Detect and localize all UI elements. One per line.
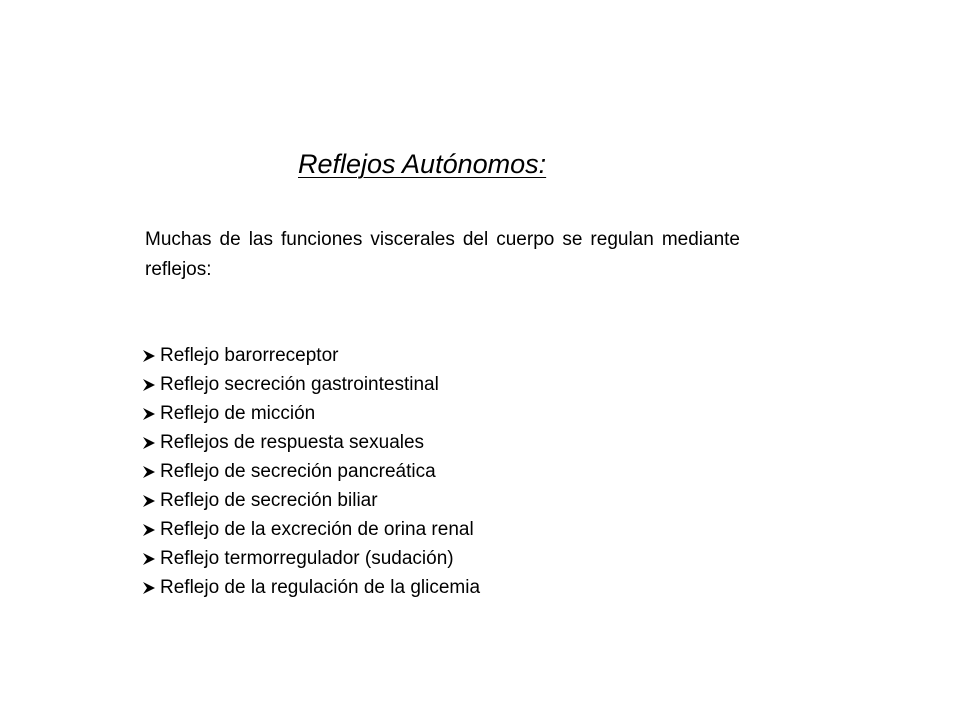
list-item-label: Reflejo barorreceptor [160, 345, 339, 366]
arrowhead-bullet-icon [140, 486, 160, 515]
list-item-label: Reflejo de la regulación de la glicemia [160, 577, 481, 598]
list-item-label: Reflejos de respuesta sexuales [160, 432, 425, 453]
arrowhead-bullet-icon [140, 544, 160, 573]
list-item-label: Reflejo de secreción pancreática [160, 461, 436, 482]
list-item-label: Reflejo de secreción biliar [160, 490, 378, 511]
list-item [140, 457, 480, 486]
list-item [140, 544, 480, 573]
list-item [140, 399, 480, 428]
list-item-label: Reflejo de micción [160, 403, 316, 424]
arrowhead-bullet-icon [140, 457, 160, 486]
arrowhead-bullet-icon [140, 428, 160, 457]
arrowhead-bullet-icon [140, 341, 160, 370]
arrowhead-bullet-icon [140, 399, 160, 428]
arrowhead-bullet-icon [140, 370, 160, 399]
list-item [140, 428, 480, 457]
intro-paragraph: Muchas de las funciones viscerales del cuerpo se regulan mediante reflejos: [145, 229, 740, 280]
list-item-label: Reflejo secreción gastrointestinal [160, 374, 439, 395]
list-item [140, 515, 480, 544]
reflex-list [140, 341, 480, 602]
list-item-label: Reflejo de la excreción de orina renal [160, 519, 474, 540]
list-item [140, 341, 480, 370]
arrowhead-bullet-icon [140, 515, 160, 544]
arrowhead-bullet-icon [140, 573, 160, 602]
list-item [140, 370, 480, 399]
list-item [140, 573, 480, 602]
list-item-label: Reflejo termorregulador (sudación) [160, 548, 454, 569]
slide-title: Reflejos Autónomos: [298, 149, 547, 179]
list-item [140, 486, 480, 515]
